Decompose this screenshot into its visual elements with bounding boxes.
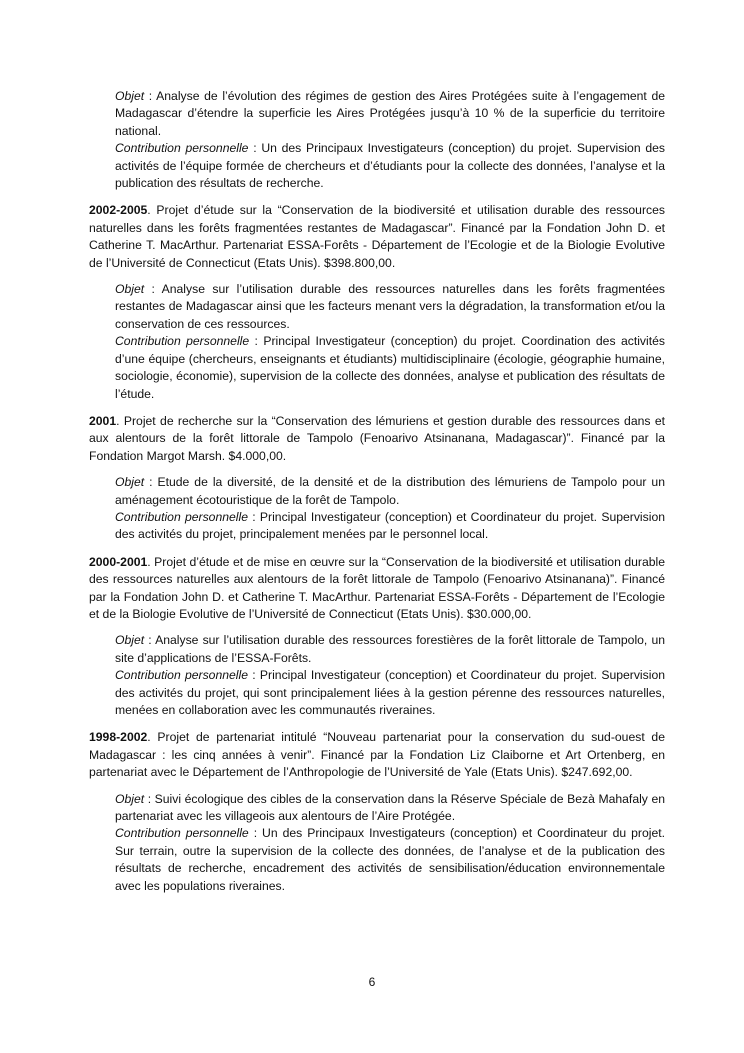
project-entry xyxy=(89,554,665,720)
project-description: . Projet d’étude et de mise en œuvre sur la “Conservation de la biodiversité et utilisation durable des ressources naturelles aux alentours de la forêt littorale de Tampolo (Fenoarivo Atsinanana)”. Financé par la Fondation John D. et Catherine T. MacArthur. Partenariat ESSA-Forêts - Département de l’Ecologie et de la Biologie Evolutive de l’Université de Connecticut (Etats Unis). $30.000,00. xyxy=(89,554,665,621)
contribution-paragraph xyxy=(115,333,665,403)
contribution-paragraph xyxy=(115,667,665,719)
intro-detail xyxy=(115,88,665,192)
objet-paragraph xyxy=(115,791,665,826)
project-heading xyxy=(89,729,665,781)
project-year: 2000-2001 xyxy=(89,554,148,569)
project-entry xyxy=(89,413,665,544)
project-description: . Projet de partenariat intitulé “Nouveau partenariat pour la conservation du sud-ouest de Madagascar : les cinq années à venir”. Financé par la Fondation Liz Claiborne et Art Ortenberg, en partenariat avec le Département de l’Anthropologie de l’Université de Yale (Etats Unis). $247.692,00. xyxy=(89,730,665,780)
project-heading xyxy=(89,202,665,272)
contribution-text: : Principal Investigateur (conception) du projet. Coordination des activités d’une équipe (chercheurs, enseignants et étudiants) multidisciplinaire (écologie, géographie humaine, sociologie, économie), supervision de la collecte des données, analyse et publication des résultats de l’étude. xyxy=(115,334,665,401)
project-entry xyxy=(89,729,665,895)
project-year: 1998-2002 xyxy=(89,730,148,745)
contribution-label: Contribution personnelle xyxy=(115,668,248,683)
project-description: . Projet de recherche sur la “Conservation des lémuriens et gestion durable des ressources dans et aux alentours de la forêt littorale de Tampolo (Fenoarivo Atsinanana, Madagascar)”. Financé par la Fondation Margot Marsh. $4.000,00. xyxy=(89,413,665,463)
contribution-paragraph xyxy=(115,509,665,544)
objet-paragraph xyxy=(115,632,665,667)
objet-text: : Analyse de l’évolution des régimes de gestion des Aires Protégées suite à l’engagement de Madagascar d’étendre la superficie les Aires Protégées jusqu’à 10 % de la superficie du territoire national. xyxy=(115,89,665,138)
project-detail xyxy=(115,474,665,544)
page-number: 6 xyxy=(368,975,376,989)
contribution-label: Contribution personnelle xyxy=(115,334,250,349)
objet-text: : Suivi écologique des cibles de la conservation dans la Réserve Spéciale de Bezà Mahafaly en partenariat avec les villageois aux alentours de l’Aire Protégée. xyxy=(115,791,665,824)
contribution-text: : Un des Principaux Investigateurs (conception) du projet. Supervision des activités de l’équipe formée de chercheurs et d’étudiants pour la collecte des données, l’analyse et la publication des résultats de recherche. xyxy=(115,141,665,191)
objet-label: Objet xyxy=(115,282,145,297)
project-detail xyxy=(115,281,665,403)
contribution-label: Contribution personnelle xyxy=(115,509,248,524)
project-description: . Projet d’étude sur la “Conservation de la biodiversité et utilisation durable des ressources naturelles dans les forêts fragmentées restantes de Madagascar”. Financé par la Fondation John D. et Catherine T. MacArthur. Partenariat ESSA-Forêts - Département de l’Ecologie et de la Biologie Evolutive de l’Université de Connecticut (Etats Unis). $398.800,00. xyxy=(89,203,665,270)
objet-label: Objet xyxy=(115,633,145,648)
project-year: 2001 xyxy=(89,413,117,428)
project-year: 2002-2005 xyxy=(89,203,148,218)
project-heading xyxy=(89,413,665,465)
objet-label: Objet xyxy=(115,89,145,103)
objet-paragraph xyxy=(115,88,665,140)
contribution-text: : Principal Investigateur (conception) et Coordinateur du projet. Supervision des activités du projet, qui sont principalement liées à la gestion pérenne des ressources naturelles, menées en collaboration avec les communautés riveraines. xyxy=(115,668,665,717)
contribution-text: : Un des Principaux Investigateurs (conception) et Coordinateur du projet. Sur terrain, outre la supervision de la collecte des données, de l’analyse et de la publication des résultats de recherche, encadrement des activités de sensibilisation/éducation environnementale avec les populations riveraines. xyxy=(115,826,666,893)
objet-paragraph xyxy=(115,281,665,333)
contribution-text: : Principal Investigateur (conception) et Coordinateur du projet. Supervision des activités du projet, principalement menées par le personnel local. xyxy=(115,509,665,542)
contribution-paragraph xyxy=(115,825,665,895)
project-detail xyxy=(115,791,665,895)
objet-text: : Analyse sur l’utilisation durable des ressources forestières de la forêt littorale de Tampolo, un site d’applications de l’ESSA-Forêts. xyxy=(115,633,665,665)
objet-label: Objet xyxy=(115,791,145,806)
contribution-label: Contribution personnelle xyxy=(115,826,249,841)
project-entry xyxy=(89,202,665,402)
page-content xyxy=(89,88,665,895)
objet-text: : Etude de la diversité, de la densité et de la distribution des lémuriens de Tampolo pour un aménagement écotouristique de la forêt de Tampolo. xyxy=(115,475,665,507)
contribution-label: Contribution personnelle xyxy=(115,141,249,156)
project-detail xyxy=(115,632,665,719)
objet-label: Objet xyxy=(115,475,145,490)
objet-text: : Analyse sur l’utilisation durable des ressources naturelles dans les forêts fragmentées restantes de Madagascar ainsi que les facteurs menant vers la dégradation, la transformation et/ou la conservation de ces ressources. xyxy=(115,282,665,331)
contribution-paragraph xyxy=(115,140,665,192)
project-heading xyxy=(89,554,665,624)
objet-paragraph xyxy=(115,474,665,509)
